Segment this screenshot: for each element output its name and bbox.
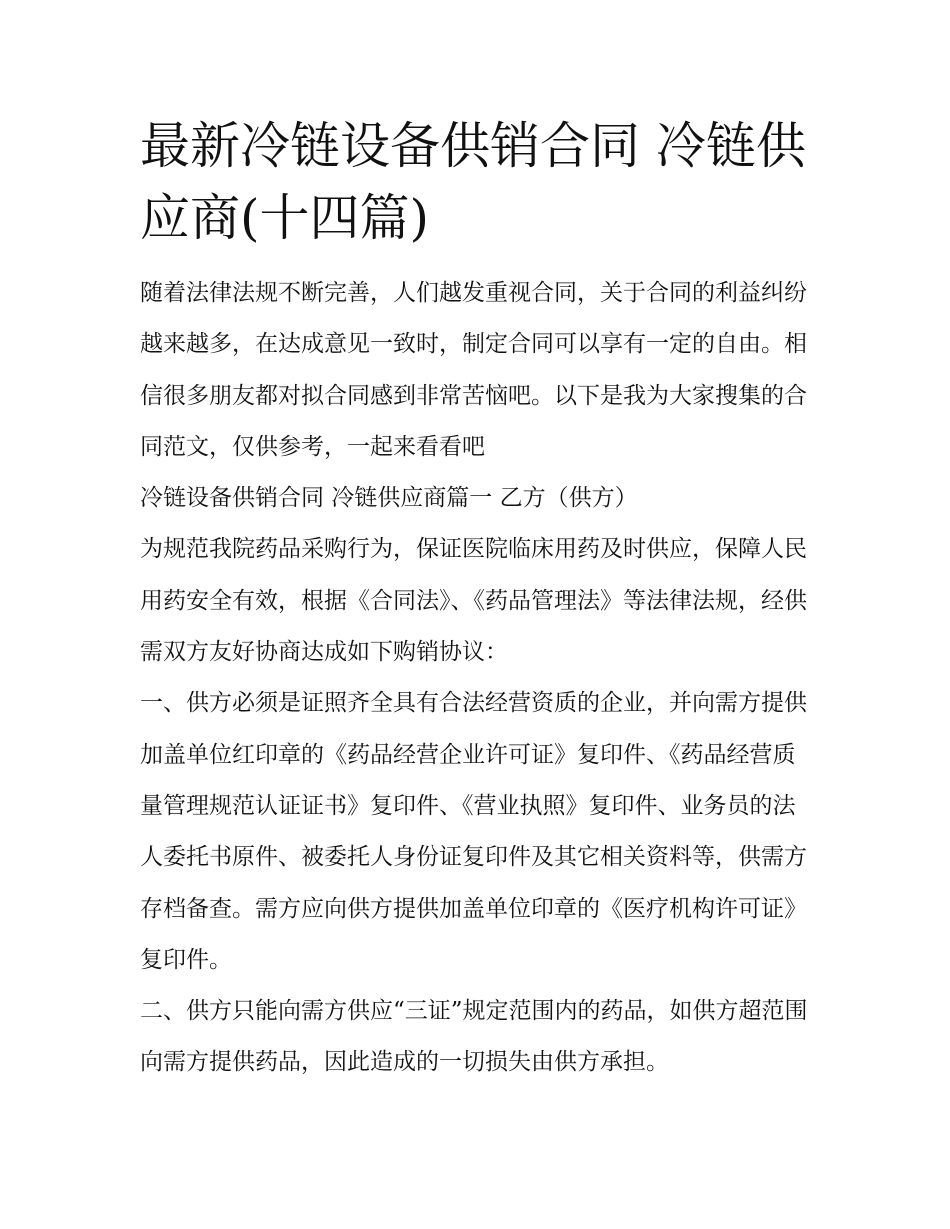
clause-one-paragraph: 一、供方必须是证照齐全具有合法经营资质的企业，并向需方提供加盖单位红印章的《药品经营企业许可证》复印件、《药品经营质量管理规范认证证书》复印件、《营业执照》复印件、业务员的法人委托书原件、被委托人身份证复印件及其它相关资料等，供需方存档备查。需方应向供方提供加盖单位印章的《医疗机构许可证》复印件。 <box>140 690 807 973</box>
intro-paragraph: 随着法律法规不断完善，人们越发重视合同，关于合同的利益纠纷越来越多，在达成意见一致时，制定合同可以享有一定的自由。相信很多朋友都对拟合同感到非常苦恼吧。以下是我为大家搜集的合同范文，仅供参考，一起来看看吧 <box>140 280 807 460</box>
clause-two-paragraph: 二、供方只能向需方供应“三证”规定范围内的药品，如供方超范围向需方提供药品，因此造成的一切损失由供方承担。 <box>140 998 808 1076</box>
purpose-paragraph: 为规范我院药品采购行为，保证医院临床用药及时供应，保障人民用药安全有效，根据《合同法》、《药品管理法》等法律法规，经供需双方友好协商达成如下购销协议： <box>140 536 807 666</box>
document-body <box>140 110 812 1089</box>
document-title: 最新冷链设备供销合同 冷链供应商(十四篇) <box>140 117 806 247</box>
section-heading: 冷链设备供销合同 冷链供应商篇一 乙方（供方） <box>140 485 638 512</box>
